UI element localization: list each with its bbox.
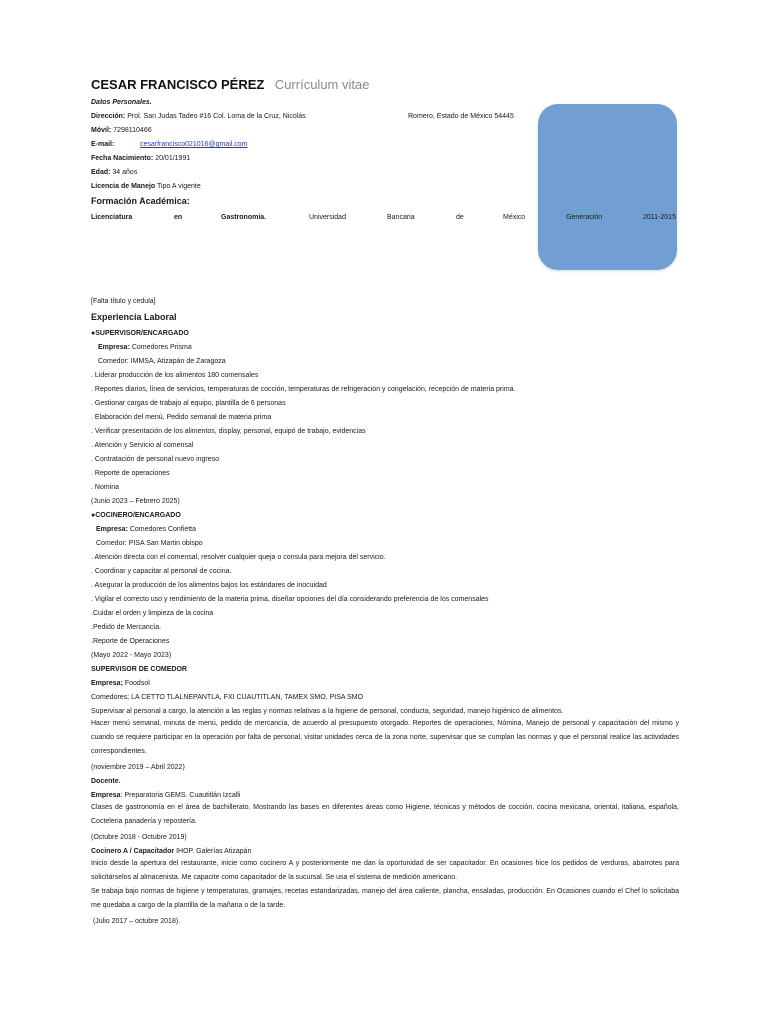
document-subtitle: Currículum vitae (274, 77, 370, 92)
job4-title: Docente. (91, 778, 121, 785)
edu-word: Generación (566, 214, 603, 221)
job2-title-text: COCINERO/ENCARGADO (95, 512, 181, 519)
job1-site: Comedor: IMMSA, Atizapán de Zaragoza (98, 358, 226, 365)
header (91, 76, 369, 94)
job1-title-text: SUPERVISOR/ENCARGADO (95, 330, 189, 337)
job2-site: Comedor: PISA San Martin obispo (96, 540, 203, 547)
job4-company: : Preparatoria GEMS. Cuautitlán Izcalli (120, 792, 241, 799)
address-line (91, 112, 306, 121)
job4-company-line (91, 791, 240, 800)
experience-heading: Experiencia Laboral (91, 312, 177, 322)
edu-word: México (503, 214, 526, 221)
license-value: Tipo A vigente (157, 183, 201, 190)
job3-desc1: Supervisar al personal a cargo, la atención a las reglas y normas relativas a la higiene de personal, conducta, seguridad, manejo higiénico de alimentos. (91, 708, 564, 715)
job2-company: Comedores Confietta (129, 526, 197, 533)
address-value: Prol. San Judas Tadeo #16 Col. Loma de la Cruz, Nicolás (127, 113, 306, 120)
license-line (91, 182, 201, 191)
edu-word: Universidad (309, 214, 346, 221)
edu-word: Gastronomía. (221, 214, 267, 221)
job1-company-line (98, 343, 192, 352)
job3-period: (noviembre 2019 – Abril 2022) (91, 764, 185, 771)
job3-company-line (91, 679, 150, 688)
license-label: Licencia de Manejo (91, 183, 156, 190)
birth-line (91, 154, 190, 163)
job2-task: . Asegurar la producción de los alimentos bajos los estándares de inocuidad (91, 582, 327, 589)
mobile-label: Móvil: (91, 127, 112, 134)
job1-task: . Nomina (91, 484, 120, 491)
job1-company: Comedores Prisma (131, 344, 192, 351)
address-value-cont: Romero, Estado de México 54445 (408, 113, 514, 120)
job3-company: Foodsol (124, 680, 150, 687)
job2-title: ●COCINERO/ENCARGADO (91, 512, 181, 519)
job1-task: . Liderar producción de los alimentos 180 comensales (91, 372, 259, 379)
job3-sites: Comedores; LA CETTO TLALNEPANTLA, FXI CUAUTITLAN, TAMEX SMO, PISA SMO (91, 694, 364, 701)
job4-desc: Clases de gastronomía en el área de bachillerato. Mostrando las bases en diferentes áreas como Higiene, técnicas y métodos de cocción, cocina mexicana, oriental, italiana, española, Cocteleria panadería y repostería. (91, 804, 679, 825)
job1-task: . Verificar presentación de los alimentos, display, personal, equipó de trabajo, evidencias (91, 428, 366, 435)
address-label: Dirección: (91, 113, 126, 120)
job1-company-label: Empresa: (98, 344, 130, 351)
job2-company-label: Empresa: (96, 526, 128, 533)
edu-word: Bancaria (387, 214, 415, 221)
job1-title: ●SUPERVISOR/ENCARGADO (91, 330, 189, 337)
email-label: E-mail: (91, 141, 115, 148)
age-line (91, 168, 137, 177)
birth-label: Fecha Nacimiento: (91, 155, 154, 162)
job2-task: . Vigilar el correcto uso y rendimiento de la materia prima, diseñar opciones del día considerando preferencia de los comensales (91, 596, 489, 603)
email-link[interactable]: cesarfrancisco021016@gmail.com (140, 141, 248, 148)
job5-title-line (91, 847, 251, 856)
job1-task: . Reportes diarios, línea de servicios, temperaturas de cocción, temperaturas de refrigeración y congelación, recepción de materia prima. (91, 386, 516, 393)
job3-company-label: Empresa; (91, 680, 123, 687)
job1-task: . Atención y Servicio al comensal (91, 442, 194, 449)
job5-company: IHOP. Galerías Atizapán (176, 848, 252, 855)
job5-period: (Julio 2017 – octubre 2018). (91, 918, 181, 925)
job2-task: .Cuidar el orden y limpieza de la cocina (91, 610, 214, 617)
education-note: [Falta título y cedula] (91, 298, 156, 305)
edu-word: Licenciatura (91, 214, 133, 221)
mobile-value: 7298110466 (113, 127, 152, 134)
job5-desc1: Inicio desde la apertura del restaurante, inicie como cocinero A y posteriormente me dan la oportunidad de ser capacitador. En ocasiones hice los pedidos de verduras, abarrotes para solicitárselos al almacenista. Me capacite como capacitador de la sucursal. Se usa el sistema de medición americano. (91, 860, 679, 881)
job1-task: . Elaboración del menú, Pedido semanal de materia prima (91, 414, 272, 421)
job2-task: .Pedido de Mercancía. (91, 624, 162, 631)
job4-company-label: Empresa (91, 792, 121, 799)
edu-word: 2011-2015 (643, 214, 676, 221)
birth-value: 20/01/1991 (155, 155, 191, 162)
job1-task: . Reporte de operaciones (91, 470, 170, 477)
job2-period: (Mayo 2022 - Mayo 2023) (91, 652, 172, 659)
candidate-name: CESAR FRANCISCO PÉREZ (91, 77, 265, 92)
education-heading: Formación Académica: (91, 196, 190, 206)
age-label: Edad: (91, 169, 111, 176)
edu-word: de (456, 214, 464, 221)
age-value: 34 años (112, 169, 138, 176)
job4-period: (Octubre 2018 - Octubre 2019) (91, 834, 187, 841)
job5-desc2: Se trabaja bajo normas de higiene y temperaturas, gramajes, recetas estandarizadas, manejo del área caliente, plancha, ensaladas, producción. En Ocasiones cuando el Chef lo solicitaba me quedaba a cargo de la plantilla de la mañana o de la tarde. (91, 888, 679, 909)
job2-task: . Coordinar y capacitar al personal de cocina. (91, 568, 232, 575)
job1-period: (Junio 2023 – Febrero 2025) (91, 498, 180, 505)
mobile-line (91, 126, 152, 135)
job2-company-line (96, 525, 196, 534)
photo-placeholder (538, 104, 677, 270)
job1-task: . Contratación de personal nuevo ingreso (91, 456, 220, 463)
edu-word: en (174, 214, 183, 221)
job5-title: Cocinero A / Capacitador (91, 848, 175, 855)
job3-desc2: Hacer menú semanal, minuta de menú, pedido de mercancía, de acuerdo al presupuesto otorgado. Reportes de operaciones, Nómina, Manejo de personal y capacitación del mismo y cuando se requiere participar en la operación por falta de personal, visitar unidades cerca de la zona norte, supervisar que se cumplan las normas y que el personal realice las actividades correspondientes. (91, 720, 679, 755)
personal-heading: Datos Personales. (91, 99, 152, 106)
job1-task: . Gestionar cargas de trabajo al equipo, plantilla de 6 personas (91, 400, 286, 407)
job2-task: .Reporte de Operaciones (91, 638, 170, 645)
job2-task: . Atención directa con el comensal, resolver cualquier queja o consula para mejora del servicio. (91, 554, 386, 561)
job3-title: SUPERVISOR DE COMEDOR (91, 666, 187, 673)
